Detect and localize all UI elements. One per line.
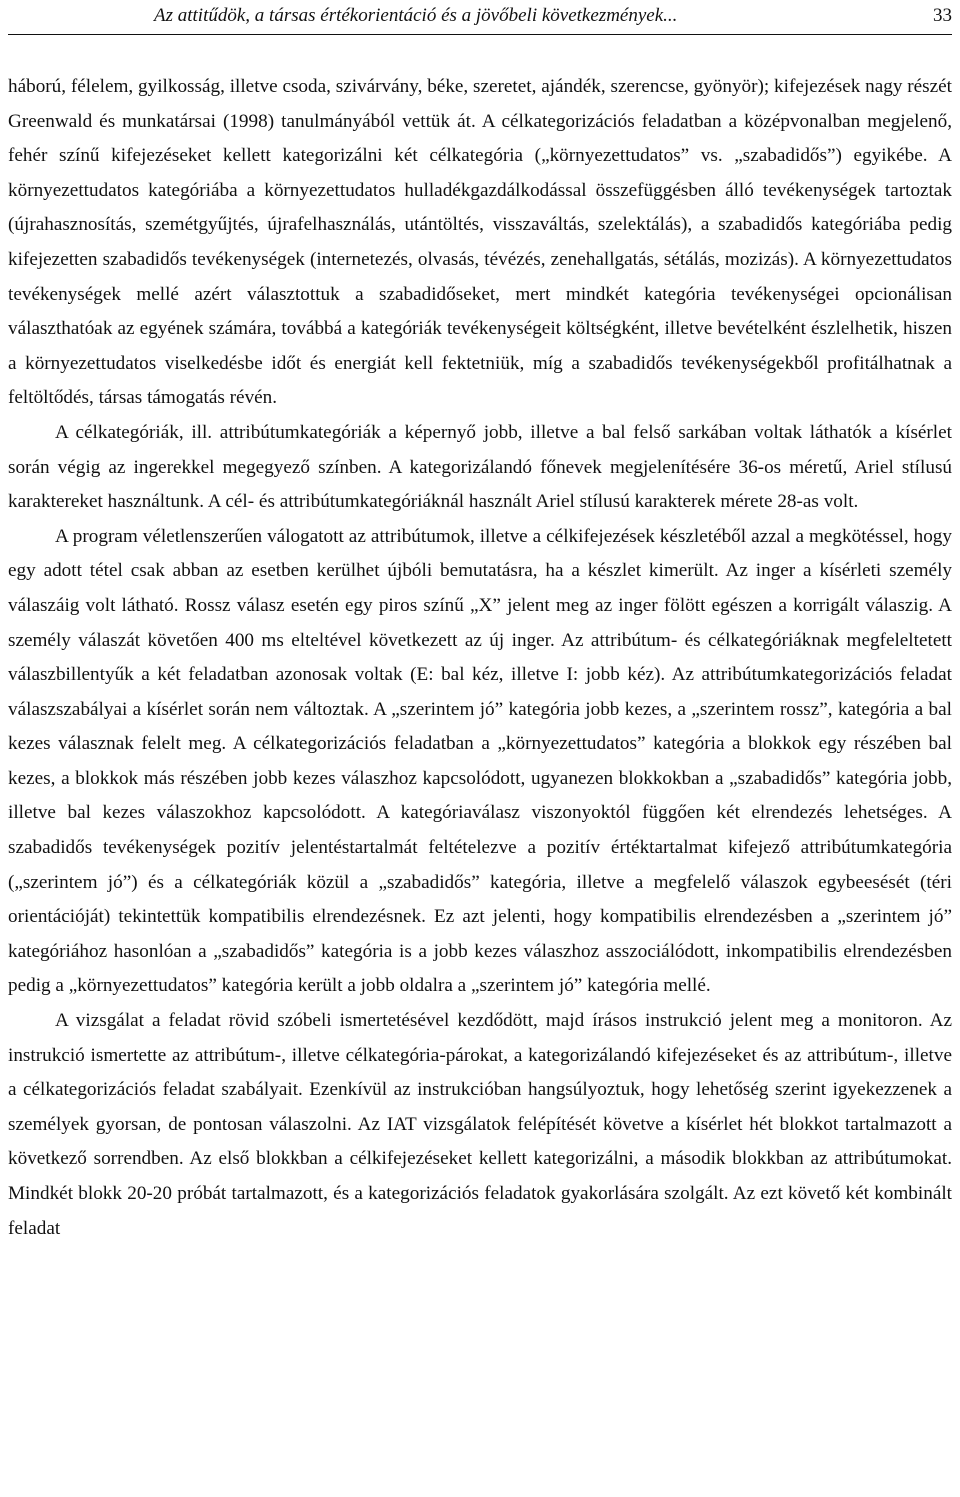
- page-number: 33: [933, 5, 952, 26]
- body-text: [8, 70, 952, 1246]
- paragraph-1: háború, félelem, gyilkosság, illetve csoda, szivárvány, béke, szeretet, ajándék, szerencse, gyönyör); kifejezések nagy részét Greenwald és munkatársai (1998) tanulmányából vettük át. A célkategorizációs feladatban a középvonalban megjelenő, fehér színű kifejezéseket kellett kategorizálni két célkategória („környezettudatos” vs. „szabadidős”) egyikébe. A környezettudatos kategóriába a környezettudatos hulladékgazdálkodással összefüggésben álló tevékenységek tartoztak (újrahasznosítás, szemétgyűjtés, újrafelhasználás, utántöltés, visszaváltás, szelektálás), a szabadidős kategóriába pedig kifejezetten szabadidős tevékenységek (internetezés, olvasás, tévézés, zenehallgatás, sétálás, mozizás). A környezettudatos tevékenységek mellé azért választottuk a szabadidőseket, mert mindkét kategória tevékenységei opcionálisan választhatóak az egyének számára, továbbá a kategóriák tevékenységeit költségként, illetve bevételként észlelhetik, hiszen a környezettudatos viselkedésbe időt és energiát kell fektetniük, míg a szabadidős tevékenységekből profitálhatnak a feltöltődés, társas támogatás révén.: [8, 76, 952, 409]
- paragraph-3: A program véletlenszerűen válogatott az attribútumok, illetve a célkifejezések készletéből azzal a megkötéssel, hogy egy adott tétel csak abban az esetben kerülhet újbóli bemutatásra, ha a készlet kimerült. Az inger a kísérleti személy válaszáig volt látható. Rossz válasz esetén egy piros színű „X” jelent meg az inger fölött egészen a korrigált válaszig. A személy válaszát követően 400 ms elteltével következett az új inger. Az attribútum- és célkategóriáknak megfeleltetett válaszbillentyűk a két feladatban azonosak voltak (E: bal kéz, illetve I: jobb kéz). Az attribútumkategorizációs feladat válaszszabályai a kísérlet során nem változtak. A „szerintem jó” kategória jobb kezes, a „szerintem rossz”, kategória a bal kezes válasznak felelt meg. A célkategorizációs feladatban a „környezettudatos” kategória a blokkok egy részében bal kezes, a blokkok más részében jobb kezes válaszhoz kapcsolódott, ugyanezen blokkokban a „szabadidős” kategória jobb, illetve bal kezes válaszokhoz kapcsolódott. A kategóriaválasz viszonyoktól függően két elrendezés lehetséges. A szabadidős tevékenységek pozitív jelentéstartalmát feltételezve a pozitív értéktartalmat kifejező attribútumkategória („szerintem jó”) és a célkategóriák közül a „szabadidős” kategória, illetve a megfelelő válaszok egybeesését (téri orientációját) tekintettük kompatibilis elrendezésnek. Ez azt jelenti, hogy kompatibilis elrendezésben a „szerintem jó” kategóriához hasonlóan a „szabadidős” kategória is a jobb kezes válaszhoz asszociálódott, inkompatibilis elrendezésben pedig a „környezettudatos” kategória került a jobb oldalra a „szerintem jó” kategória mellé.: [8, 525, 952, 997]
- paragraph-2: A célkategóriák, ill. attribútumkategóriák a képernyő jobb, illetve a bal felső sarkában voltak láthatók a kísérlet során végig az ingerekkel megegyező színben. A kategorizálandó főnevek megjelenítésére 36-os méretű, Ariel stílusú karaktereket használtunk. A cél- és attribútumkategóriáknál használt Ariel stílusú karakterek mérete 28-as volt.: [8, 421, 952, 513]
- running-header: [8, 0, 952, 35]
- paragraph-4: A vizsgálat a feladat rövid szóbeli ismertetésével kezdődött, majd írásos instrukció jelent meg a monitoron. Az instrukció ismertette az attribútum-, illetve célkategória-párokat, a kategorizálandó kifejezéseket és az attribútum-, illetve a célkategorizációs feladat szabályait. Ezenkívül az instrukcióban hangsúlyoztuk, hogy lehetőség szerint igyekezzenek a személyek gyorsan, de pontosan válaszolni. Az IAT vizsgálatok felépítését követve a kísérlet hét blokkot tartalmazott a következő sorrendben. Az első blokkban a célkifejezéseket kellett kategorizálni, a második blokkban az attribútumokat. Mindkét blokk 20-20 próbát tartalmazott, és a kategorizációs feladatok gyakorlására szolgált. Az ezt követő két kombinált feladat: [8, 1010, 952, 1239]
- header-title: Az attitűdök, a társas értékorientáció és a jövőbeli következmények...: [154, 5, 678, 26]
